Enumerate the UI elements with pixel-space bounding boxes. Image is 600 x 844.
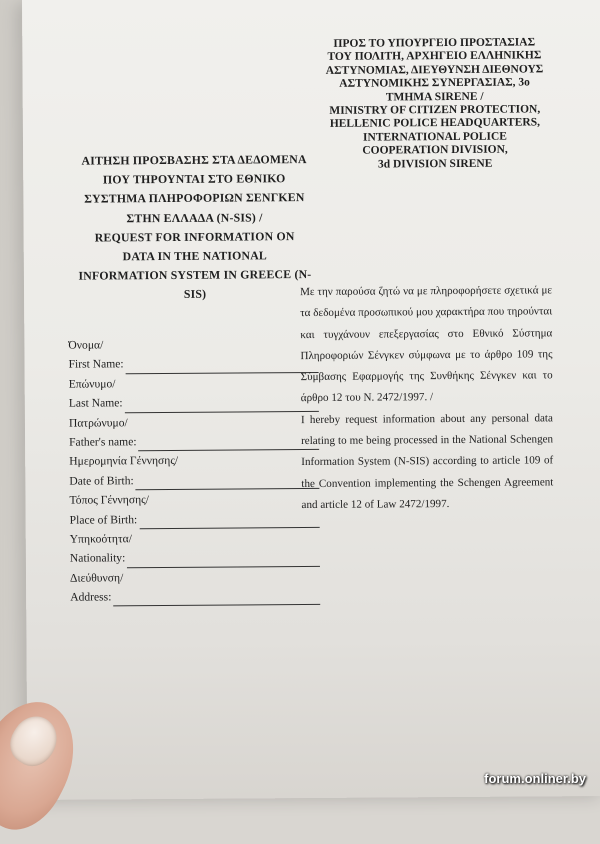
place-of-birth-blank[interactable] (139, 513, 319, 529)
date-of-birth-label-en: Date of Birth: (69, 473, 134, 488)
father-name-label-gr: Πατρώνυμο/ (68, 415, 128, 430)
addressee-line: INTERNATIONAL POLICE (362, 130, 507, 144)
first-name-blank[interactable] (126, 358, 319, 374)
title-line: DATA IN THE NATIONAL (122, 248, 268, 264)
addressee-line: ΤΟΥ ΠΟΛΙΤΗ, ΑΡΧΗΓΕΙΟ ΕΛΛΗΝΙΚΗΣ (327, 49, 542, 64)
address-label-en: Address: (70, 590, 112, 604)
place-of-birth-label-gr: Τόπος Γέννησης/ (69, 493, 150, 507)
applicant-fields (68, 334, 320, 607)
address-field[interactable] (70, 586, 320, 607)
first-name-label-en: First Name: (68, 357, 124, 372)
title-line: ΠΟΥ ΤΗΡΟΥΝΤΑΙ ΣΤΟ ΕΘΝΙΚΟ (102, 171, 286, 187)
title-line: ΑΙΤΗΣΗ ΠΡΟΣΒΑΣΗΣ ΣΤΑ ΔΕΔΟΜΕΝΑ (81, 152, 307, 168)
request-statement (300, 280, 554, 516)
date-of-birth-label-gr: Ημερομηνία Γέννησης/ (69, 454, 179, 469)
addressee-line: HELLENIC POLICE HEADQUARTERS, (329, 116, 540, 131)
document-page (22, 0, 600, 800)
address-blank[interactable] (113, 590, 320, 606)
title-line: ΣΥΣΤΗΜΑ ΠΛΗΡΟΦΟΡΙΩΝ ΣΕΝΓΚΕΝ (84, 190, 305, 206)
last-name-label-gr: Επώνυμο/ (68, 377, 116, 391)
nationality-label-en: Nationality: (69, 551, 126, 565)
addressee-line: ΑΣΤΥΝΟΜΙΑΣ, ΔΙΕΥΘΥΝΣΗ ΔΙΕΘΝΟΥΣ (325, 63, 544, 77)
addressee-line: 3d DIVISION SIRENE (377, 157, 493, 171)
request-text-greek: Με την παρούσα ζητώ να με πληροφορήσετε σχετικά με τα δεδομένα προσωπικού μου χαρακτήρα που τηρούνται και τυγχάνουν επεξεργασίας στο Εθνικό Σύστημα Πληροφοριών Σένγκεν σύμφωνα με το άρθρο 109 της Σύμβασης Εφαρμογής της Συνθήκης Σένγκεν και το άρθρο 12 του Ν. 2472/1997. / (300, 284, 553, 405)
title-line: REQUEST FOR INFORMATION ON (94, 228, 295, 245)
place-of-birth-field[interactable] (70, 508, 320, 529)
address-label-gr: Διεύθυνση/ (69, 570, 124, 585)
last-name-blank[interactable] (125, 397, 319, 413)
first-name-label-gr: Όνομα/ (68, 338, 104, 352)
document-title (63, 150, 326, 305)
addressee-line: COOPERATION DIVISION, (362, 143, 508, 157)
last-name-field[interactable] (69, 392, 319, 413)
first-name-field[interactable] (68, 353, 318, 374)
addressee-line: ΑΣΤΥΝΟΜΙΚΗΣ ΣΥΝΕΡΓΑΣΙΑΣ, 3ο (339, 76, 530, 91)
title-line: SIS) (183, 287, 207, 302)
request-text-english: I hereby request information about any personal data relating to me being processed in the National Schengen Information System (N-SIS) according to article 109 of the Convention implementing the Schengen Agreement and article 12 of Law 2472/1997. (300, 412, 554, 512)
addressee-line: ΤΜΗΜΑ SIRENE / (385, 90, 484, 104)
nationality-label-gr: Υπηκοότητα/ (69, 532, 132, 546)
nationality-blank[interactable] (127, 552, 320, 568)
addressee-block (308, 36, 561, 172)
last-name-label-en: Last Name: (68, 396, 123, 410)
date-of-birth-blank[interactable] (136, 474, 320, 490)
title-line: INFORMATION SYSTEM IN GREECE (N- (78, 267, 312, 283)
father-name-blank[interactable] (139, 435, 320, 451)
nationality-field[interactable] (70, 547, 320, 568)
addressee-line: MINISTRY OF CITIZEN PROTECTION, (329, 103, 541, 117)
father-name-label-en: Father's name: (69, 435, 137, 449)
date-of-birth-field[interactable] (69, 470, 319, 491)
watermark-text: forum.onliner.by (484, 771, 586, 786)
father-name-field[interactable] (69, 431, 319, 452)
title-line: ΣΤΗΝ ΕΛΛΑΔΑ (N-SIS) / (126, 209, 263, 225)
place-of-birth-label-en: Place of Birth: (69, 512, 138, 527)
addressee-line: ΠΡΟΣ ΤΟ ΥΠΟΥΡΓΕΙΟ ΠΡΟΣΤΑΣΙΑΣ (333, 36, 536, 50)
